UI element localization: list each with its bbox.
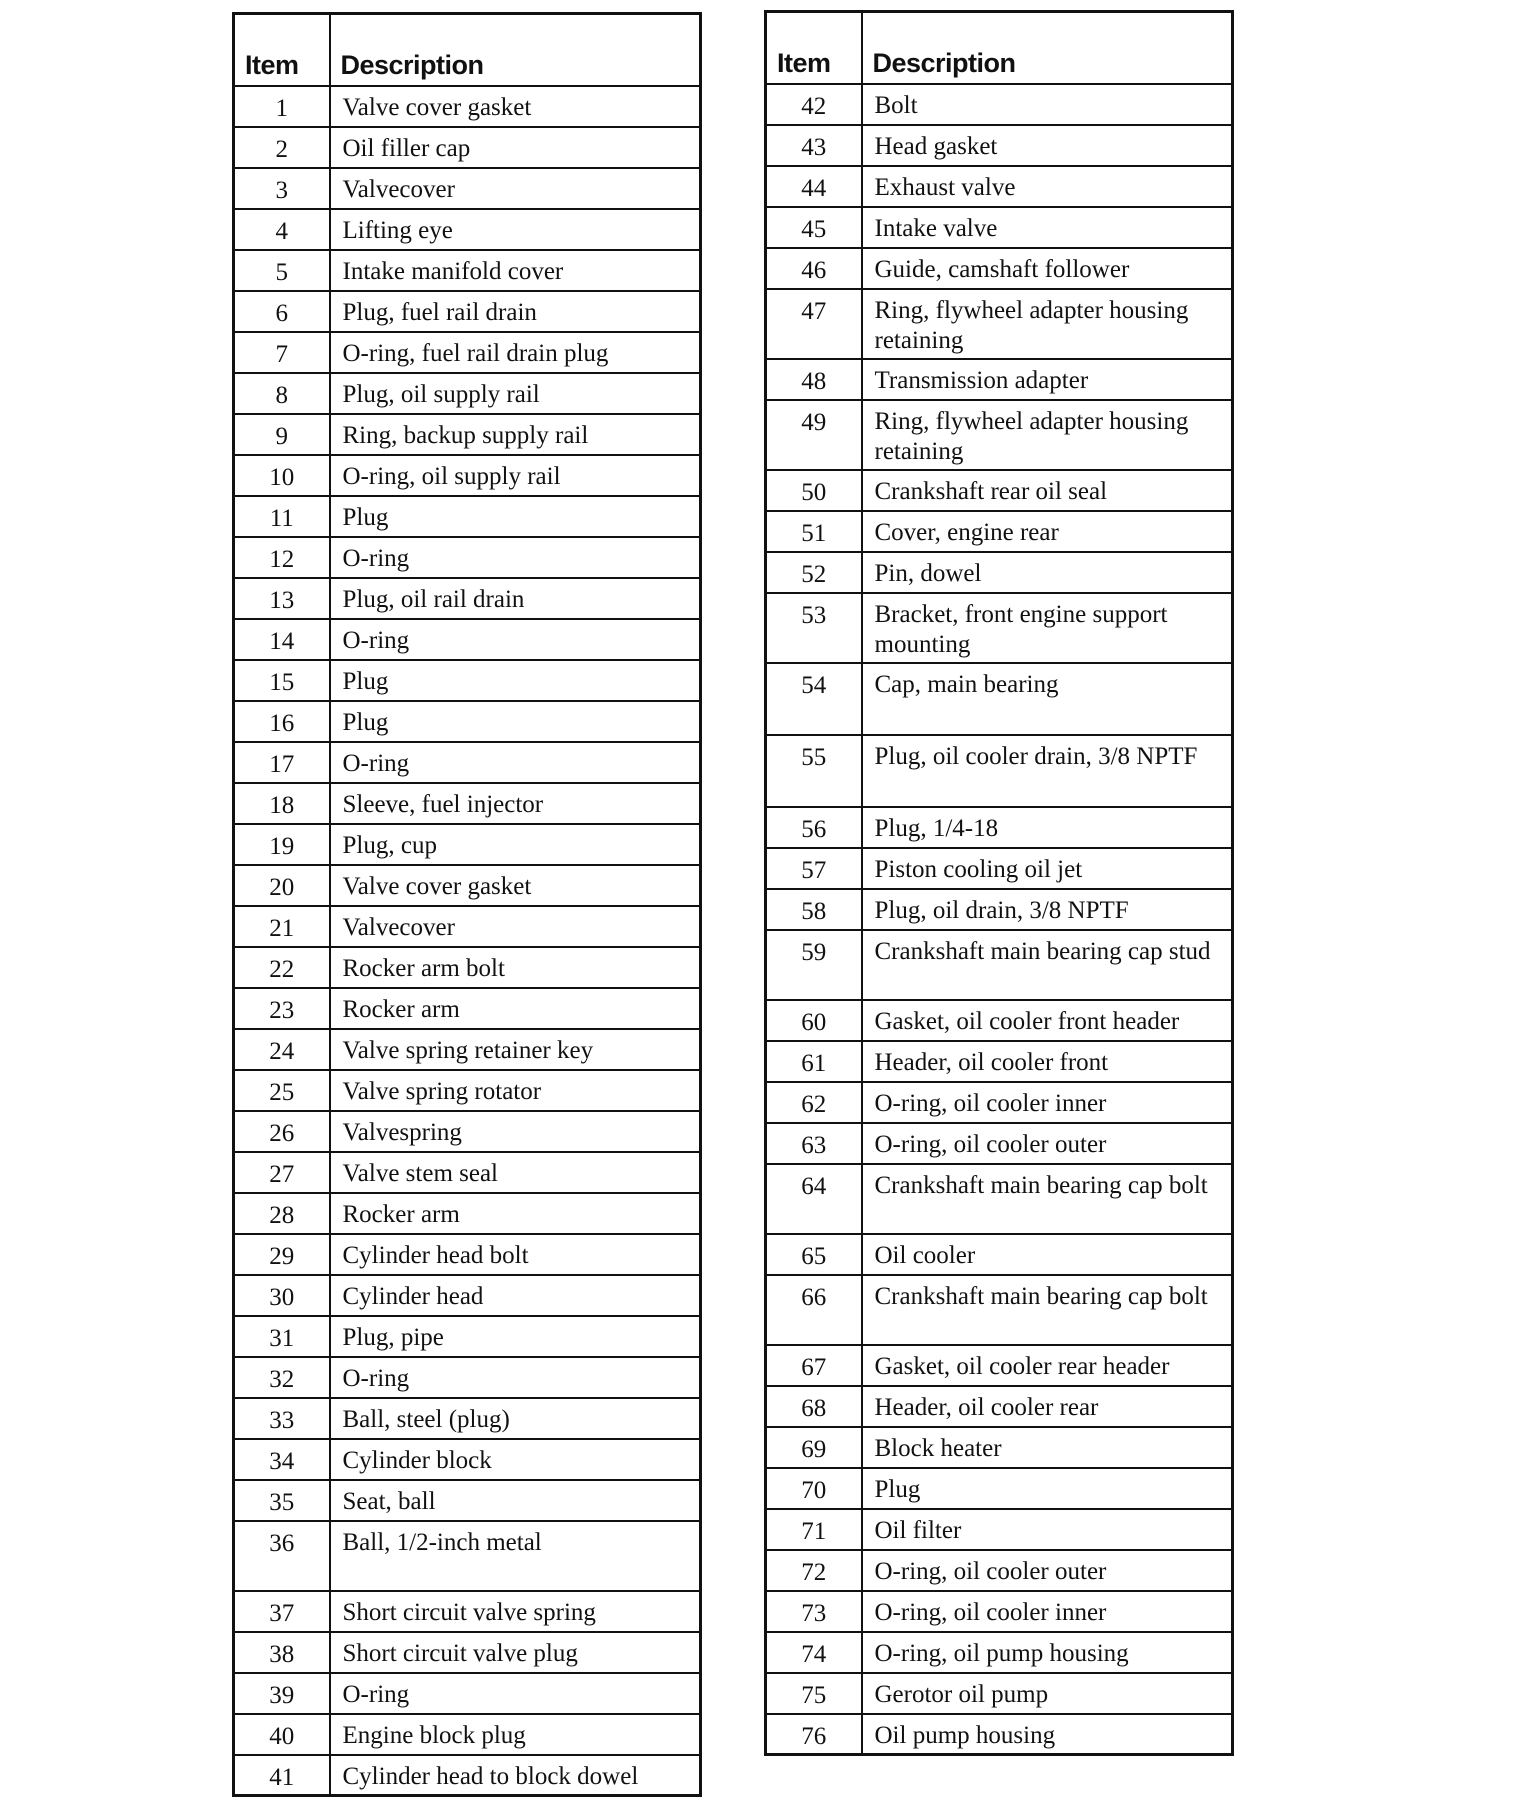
table-row <box>766 663 1233 735</box>
item-description: Plug, oil cooler drain, 3/8 NPTF <box>862 735 1233 807</box>
table-row <box>234 1632 701 1673</box>
item-number: 25 <box>234 1070 330 1111</box>
item-description: Crankshaft main bearing cap bolt <box>862 1275 1233 1345</box>
item-description: Plug, oil rail drain <box>330 578 701 619</box>
item-description: Lifting eye <box>330 209 701 250</box>
item-number: 53 <box>766 593 862 663</box>
item-number: 70 <box>766 1468 862 1509</box>
table-row <box>766 248 1233 289</box>
item-description: Valve cover gasket <box>330 865 701 906</box>
table-row <box>766 1123 1233 1164</box>
table-row <box>766 125 1233 166</box>
item-number: 42 <box>766 84 862 125</box>
item-description: Plug <box>862 1468 1233 1509</box>
table-row <box>234 824 701 865</box>
item-description: Cylinder block <box>330 1439 701 1480</box>
item-number: 28 <box>234 1193 330 1234</box>
item-description: Crankshaft main bearing cap stud <box>862 930 1233 1000</box>
table-row <box>766 1468 1233 1509</box>
description-column-header: Description <box>330 14 701 86</box>
table-row <box>234 414 701 455</box>
table-row <box>766 84 1233 125</box>
item-number: 44 <box>766 166 862 207</box>
item-description: Guide, camshaft follower <box>862 248 1233 289</box>
item-description: Ring, flywheel adapter housing retaining <box>862 289 1233 359</box>
table-row <box>234 1357 701 1398</box>
table-row <box>234 1591 701 1632</box>
table-row <box>766 1000 1233 1041</box>
item-description: Rocker arm <box>330 988 701 1029</box>
item-description: Exhaust valve <box>862 166 1233 207</box>
item-column-header: Item <box>234 14 330 86</box>
item-description: Rocker arm bolt <box>330 947 701 988</box>
table-row <box>234 619 701 660</box>
item-number: 61 <box>766 1041 862 1082</box>
table-row <box>234 1193 701 1234</box>
item-number: 33 <box>234 1398 330 1439</box>
table-row <box>234 332 701 373</box>
table-row <box>234 906 701 947</box>
table-row <box>234 1398 701 1439</box>
left-table-body <box>234 86 701 1796</box>
item-number: 49 <box>766 400 862 470</box>
item-description: Intake valve <box>862 207 1233 248</box>
table-row <box>766 1509 1233 1550</box>
item-description: Valvespring <box>330 1111 701 1152</box>
item-number: 45 <box>766 207 862 248</box>
item-description: Plug, 1/4-18 <box>862 807 1233 848</box>
item-description: Transmission adapter <box>862 359 1233 400</box>
item-number: 12 <box>234 537 330 578</box>
table-row <box>234 1316 701 1357</box>
table-row <box>234 1714 701 1755</box>
item-number: 71 <box>766 1509 862 1550</box>
item-number: 20 <box>234 865 330 906</box>
table-row <box>234 1275 701 1316</box>
item-description: Intake manifold cover <box>330 250 701 291</box>
table-row <box>234 1480 701 1521</box>
item-description: Pin, dowel <box>862 552 1233 593</box>
item-description: O-ring, oil cooler inner <box>862 1591 1233 1632</box>
table-row <box>234 783 701 824</box>
table-row <box>766 289 1233 359</box>
item-number: 16 <box>234 701 330 742</box>
item-description: Gasket, oil cooler rear header <box>862 1345 1233 1386</box>
item-description: O-ring <box>330 742 701 783</box>
table-row <box>234 127 701 168</box>
item-description: Plug <box>330 701 701 742</box>
right-table-body <box>766 84 1233 1755</box>
item-description: Rocker arm <box>330 1193 701 1234</box>
header-row <box>234 14 701 86</box>
table-row <box>766 1632 1233 1673</box>
item-number: 43 <box>766 125 862 166</box>
item-description: O-ring, oil supply rail <box>330 455 701 496</box>
table-row <box>766 1082 1233 1123</box>
item-description: Engine block plug <box>330 1714 701 1755</box>
item-description: Oil filter <box>862 1509 1233 1550</box>
item-description: Valve cover gasket <box>330 86 701 127</box>
item-description: Plug, fuel rail drain <box>330 291 701 332</box>
item-description: Valve spring rotator <box>330 1070 701 1111</box>
item-description: Cover, engine rear <box>862 511 1233 552</box>
parts-table-right <box>764 10 1234 1756</box>
table-row <box>766 593 1233 663</box>
item-description: Cylinder head <box>330 1275 701 1316</box>
item-description: Ball, 1/2-inch metal <box>330 1521 701 1591</box>
table-row <box>234 1234 701 1275</box>
table-row <box>234 1111 701 1152</box>
item-number: 76 <box>766 1714 862 1755</box>
item-description: Oil cooler <box>862 1234 1233 1275</box>
item-number: 41 <box>234 1755 330 1796</box>
item-description: Valvecover <box>330 168 701 209</box>
item-number: 51 <box>766 511 862 552</box>
item-description: Gasket, oil cooler front header <box>862 1000 1233 1041</box>
item-number: 48 <box>766 359 862 400</box>
item-description: Header, oil cooler front <box>862 1041 1233 1082</box>
item-number: 54 <box>766 663 862 735</box>
item-description: Ring, backup supply rail <box>330 414 701 455</box>
table-row <box>766 1345 1233 1386</box>
item-number: 36 <box>234 1521 330 1591</box>
table-row <box>234 988 701 1029</box>
item-description: Seat, ball <box>330 1480 701 1521</box>
parts-table-left <box>232 12 702 1797</box>
item-column-header: Item <box>766 12 862 84</box>
item-description: Bolt <box>862 84 1233 125</box>
table-row <box>234 537 701 578</box>
item-number: 68 <box>766 1386 862 1427</box>
table-row <box>234 1521 701 1591</box>
item-number: 11 <box>234 496 330 537</box>
table-row <box>234 1755 701 1796</box>
table-row <box>766 1591 1233 1632</box>
table-row <box>234 168 701 209</box>
item-number: 3 <box>234 168 330 209</box>
item-number: 59 <box>766 930 862 1000</box>
item-description: Plug <box>330 660 701 701</box>
table-row <box>766 807 1233 848</box>
item-number: 56 <box>766 807 862 848</box>
item-number: 40 <box>234 1714 330 1755</box>
table-row <box>766 359 1233 400</box>
item-number: 75 <box>766 1673 862 1714</box>
item-number: 72 <box>766 1550 862 1591</box>
item-description: Plug, cup <box>330 824 701 865</box>
item-description: Cap, main bearing <box>862 663 1233 735</box>
item-description: Gerotor oil pump <box>862 1673 1233 1714</box>
table-row <box>766 207 1233 248</box>
table-row <box>234 947 701 988</box>
table-row <box>234 1673 701 1714</box>
table-row <box>766 511 1233 552</box>
table-row <box>766 848 1233 889</box>
description-column-header: Description <box>862 12 1233 84</box>
item-description: Sleeve, fuel injector <box>330 783 701 824</box>
table-row <box>766 1275 1233 1345</box>
item-number: 22 <box>234 947 330 988</box>
table-row <box>766 552 1233 593</box>
item-number: 55 <box>766 735 862 807</box>
item-description: Plug, oil drain, 3/8 NPTF <box>862 889 1233 930</box>
item-number: 6 <box>234 291 330 332</box>
item-description: Valve spring retainer key <box>330 1029 701 1070</box>
table-row <box>766 1041 1233 1082</box>
item-number: 62 <box>766 1082 862 1123</box>
item-number: 10 <box>234 455 330 496</box>
table-row <box>234 742 701 783</box>
item-number: 24 <box>234 1029 330 1070</box>
table-row <box>766 735 1233 807</box>
item-number: 58 <box>766 889 862 930</box>
item-number: 13 <box>234 578 330 619</box>
item-description: Short circuit valve plug <box>330 1632 701 1673</box>
table-row <box>766 1427 1233 1468</box>
table-row <box>234 291 701 332</box>
item-description: Piston cooling oil jet <box>862 848 1233 889</box>
item-number: 7 <box>234 332 330 373</box>
table-row <box>766 400 1233 470</box>
header-row <box>766 12 1233 84</box>
item-number: 15 <box>234 660 330 701</box>
item-description: Ball, steel (plug) <box>330 1398 701 1439</box>
item-description: O-ring, fuel rail drain plug <box>330 332 701 373</box>
table-row <box>766 889 1233 930</box>
item-number: 57 <box>766 848 862 889</box>
table-row <box>234 250 701 291</box>
item-description: Bracket, front engine support mounting <box>862 593 1233 663</box>
item-description: Oil pump housing <box>862 1714 1233 1755</box>
item-number: 21 <box>234 906 330 947</box>
item-number: 46 <box>766 248 862 289</box>
table-row <box>234 1070 701 1111</box>
item-number: 65 <box>766 1234 862 1275</box>
item-description: Crankshaft main bearing cap bolt <box>862 1164 1233 1234</box>
item-number: 5 <box>234 250 330 291</box>
item-number: 60 <box>766 1000 862 1041</box>
item-number: 39 <box>234 1673 330 1714</box>
item-number: 38 <box>234 1632 330 1673</box>
table-row <box>766 1164 1233 1234</box>
item-description: O-ring <box>330 537 701 578</box>
item-description: Cylinder head bolt <box>330 1234 701 1275</box>
item-number: 31 <box>234 1316 330 1357</box>
table-row <box>234 578 701 619</box>
item-number: 67 <box>766 1345 862 1386</box>
item-number: 64 <box>766 1164 862 1234</box>
item-description: Short circuit valve spring <box>330 1591 701 1632</box>
item-number: 74 <box>766 1632 862 1673</box>
item-number: 23 <box>234 988 330 1029</box>
item-number: 8 <box>234 373 330 414</box>
table-row <box>766 930 1233 1000</box>
item-number: 4 <box>234 209 330 250</box>
item-number: 32 <box>234 1357 330 1398</box>
table-row <box>766 1550 1233 1591</box>
item-description: O-ring <box>330 1673 701 1714</box>
table-row <box>234 209 701 250</box>
table-row <box>766 166 1233 207</box>
table-row <box>234 86 701 127</box>
table-row <box>234 455 701 496</box>
item-number: 69 <box>766 1427 862 1468</box>
item-description: Cylinder head to block dowel <box>330 1755 701 1796</box>
item-number: 30 <box>234 1275 330 1316</box>
item-number: 34 <box>234 1439 330 1480</box>
item-description: O-ring <box>330 619 701 660</box>
item-description: O-ring, oil cooler outer <box>862 1550 1233 1591</box>
table-row <box>234 865 701 906</box>
item-number: 1 <box>234 86 330 127</box>
item-number: 2 <box>234 127 330 168</box>
table-row <box>234 1439 701 1480</box>
table-row <box>766 1714 1233 1755</box>
item-description: Crankshaft rear oil seal <box>862 470 1233 511</box>
item-description: O-ring, oil cooler outer <box>862 1123 1233 1164</box>
item-description: Plug, oil supply rail <box>330 373 701 414</box>
item-number: 50 <box>766 470 862 511</box>
item-number: 29 <box>234 1234 330 1275</box>
item-number: 47 <box>766 289 862 359</box>
item-description: O-ring, oil pump housing <box>862 1632 1233 1673</box>
item-number: 17 <box>234 742 330 783</box>
item-number: 19 <box>234 824 330 865</box>
table-row <box>234 1152 701 1193</box>
item-description: Oil filler cap <box>330 127 701 168</box>
item-description: O-ring <box>330 1357 701 1398</box>
table-row <box>766 470 1233 511</box>
item-number: 37 <box>234 1591 330 1632</box>
table-row <box>234 373 701 414</box>
item-number: 35 <box>234 1480 330 1521</box>
table-row <box>766 1386 1233 1427</box>
item-description: Valvecover <box>330 906 701 947</box>
item-description: Header, oil cooler rear <box>862 1386 1233 1427</box>
item-description: Block heater <box>862 1427 1233 1468</box>
item-description: Valve stem seal <box>330 1152 701 1193</box>
item-description: Plug <box>330 496 701 537</box>
item-number: 66 <box>766 1275 862 1345</box>
item-number: 73 <box>766 1591 862 1632</box>
item-description: Ring, flywheel adapter housing retaining <box>862 400 1233 470</box>
item-number: 52 <box>766 552 862 593</box>
item-number: 9 <box>234 414 330 455</box>
table-row <box>234 701 701 742</box>
table-row <box>766 1673 1233 1714</box>
table-row <box>234 660 701 701</box>
item-number: 14 <box>234 619 330 660</box>
table-row <box>234 496 701 537</box>
item-number: 27 <box>234 1152 330 1193</box>
item-number: 26 <box>234 1111 330 1152</box>
item-description: Plug, pipe <box>330 1316 701 1357</box>
item-description: Head gasket <box>862 125 1233 166</box>
table-row <box>234 1029 701 1070</box>
item-number: 63 <box>766 1123 862 1164</box>
item-number: 18 <box>234 783 330 824</box>
item-description: O-ring, oil cooler inner <box>862 1082 1233 1123</box>
table-row <box>766 1234 1233 1275</box>
